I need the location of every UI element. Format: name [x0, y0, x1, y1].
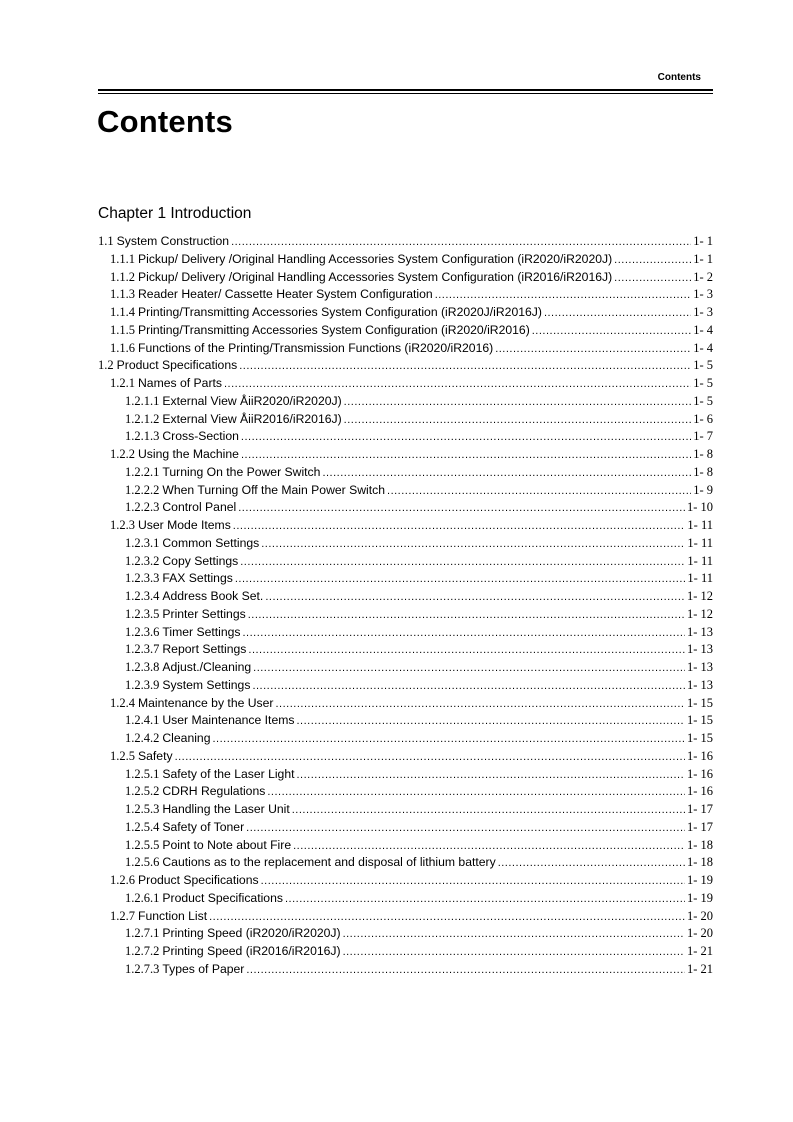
toc-entry-title: Using the Machine — [138, 447, 239, 461]
toc-entry-page: 1- 11 — [687, 535, 713, 550]
toc-entry[interactable] — [98, 499, 713, 517]
toc-dot-leader — [241, 429, 691, 447]
toc-entry-page: 1- 10 — [686, 500, 713, 515]
toc-entry-page: 1- 8 — [693, 464, 713, 479]
toc-entry[interactable] — [98, 357, 713, 375]
toc-entry-number: 1.2.3.9 — [125, 677, 160, 692]
toc-dot-leader — [233, 518, 686, 536]
toc-entry-title: Printer Settings — [162, 606, 246, 621]
toc-entry-title: Maintenance by the User — [138, 695, 274, 710]
toc-entry-number: 1.2.2 — [110, 447, 135, 461]
toc-entry[interactable] — [98, 553, 713, 571]
toc-entry-page: 1- 11 — [687, 571, 713, 586]
toc-entry-number: 1.2.1.1 — [125, 393, 160, 408]
toc-entry[interactable] — [98, 908, 713, 926]
toc-entry-number: 1.2.3.6 — [125, 624, 160, 639]
toc-dot-leader — [292, 802, 685, 820]
toc-entry[interactable] — [98, 730, 713, 748]
toc-entry-title: Types of Paper — [162, 961, 245, 976]
toc-entry[interactable] — [98, 712, 713, 730]
running-header: Contents — [657, 72, 701, 83]
toc-entry-number: 1.2.5.3 — [125, 802, 160, 816]
toc-entry-page: 1- 5 — [693, 376, 713, 390]
toc-entry-title: Point to Note about Fire — [162, 837, 292, 852]
toc-dot-leader — [343, 926, 685, 944]
toc-entry-page: 1- 21 — [686, 961, 713, 976]
toc-entry-title: External View ÅiiR2020/iR2020J) — [162, 393, 342, 408]
toc-dot-leader — [240, 554, 685, 572]
toc-entry-page: 1- 20 — [686, 908, 713, 923]
toc-entry-page: 1- 3 — [693, 305, 713, 319]
toc-entry-title: Common Settings — [162, 535, 260, 550]
toc-entry-number: 1.2.1 — [110, 376, 135, 390]
toc-dot-leader — [246, 820, 685, 838]
toc-dot-leader — [293, 838, 685, 856]
toc-dot-leader — [322, 465, 691, 483]
toc-entry[interactable] — [98, 748, 713, 766]
toc-entry-page: 1- 13 — [686, 660, 713, 674]
toc-entry-number: 1.1.5 — [110, 322, 135, 337]
toc-dot-leader — [261, 873, 685, 891]
toc-entry[interactable] — [98, 517, 713, 535]
toc-entry[interactable] — [98, 446, 713, 464]
toc-entry[interactable] — [98, 890, 713, 908]
toc-entry-number: 1.1.1 — [110, 251, 135, 266]
toc-dot-leader — [212, 731, 684, 749]
toc-entry-title: User Maintenance Items — [162, 713, 295, 728]
toc-entry-title: When Turning Off the Main Power Switch — [162, 482, 386, 497]
toc-entry-number: 1.2.5.6 — [125, 855, 160, 870]
toc-entry-number: 1.1.6 — [110, 340, 135, 355]
toc-entry-number: 1.2.4.1 — [125, 713, 160, 728]
toc-entry-number: 1.2.5 — [110, 748, 135, 763]
toc-entry-page: 1- 16 — [686, 748, 713, 763]
toc-entry-number: 1.1 — [98, 234, 114, 248]
toc-entry-page: 1- 13 — [686, 624, 713, 639]
toc-dot-leader — [253, 660, 685, 678]
toc-entry-number: 1.2.7 — [110, 908, 135, 923]
toc-entry[interactable] — [98, 393, 713, 411]
toc-entry[interactable] — [98, 322, 713, 340]
header-rule-thin — [98, 93, 713, 94]
toc-entry-title: Safety — [138, 748, 173, 763]
toc-entry-page: 1- 6 — [693, 411, 713, 426]
toc-entry[interactable] — [98, 766, 713, 784]
toc-entry-page: 1- 16 — [686, 766, 713, 781]
toc-entry-number: 1.1.2 — [110, 269, 135, 284]
toc-entry[interactable] — [98, 624, 713, 642]
toc-entry-page: 1- 5 — [693, 393, 713, 408]
toc-entry-number: 1.2.3.2 — [125, 553, 160, 568]
toc-entry-number: 1.2.5.5 — [125, 837, 160, 852]
toc-entry-title: Cross-Section — [162, 429, 239, 444]
toc-entry-page: 1- 4 — [693, 322, 713, 337]
toc-entry-number: 1.2.3.5 — [125, 606, 160, 621]
toc-entry-number: 1.2.2.1 — [125, 464, 160, 479]
toc-entry-title: Turning On the Power Switch — [162, 464, 321, 479]
toc-entry-title: Pickup/ Delivery /Original Handling Accessories System Configuration (iR2016/iR2016J) — [138, 269, 613, 284]
toc-entry-title: Copy Settings — [162, 553, 239, 568]
toc-entry-number: 1.2.1.3 — [125, 429, 160, 444]
toc-entry-title: External View ÅiiR2016/iR2016J) — [162, 411, 342, 426]
toc-entry[interactable] — [98, 411, 713, 429]
toc-entry-page: 1- 9 — [693, 482, 713, 497]
toc-entry-title: User Mode Items — [138, 518, 231, 532]
toc-entry-title: FAX Settings — [162, 571, 233, 586]
toc-dot-leader — [175, 749, 685, 767]
toc-entry-title: Product Specifications — [138, 873, 259, 887]
toc-entry-number: 1.2.7.2 — [125, 944, 160, 958]
toc-dot-leader — [285, 891, 685, 909]
toc-entry[interactable] — [98, 943, 713, 961]
toc-entry-title: Safety of Toner — [162, 819, 245, 834]
toc-entry-page: 1- 4 — [693, 340, 713, 355]
toc-entry-number: 1.2.3.4 — [125, 589, 160, 603]
toc-dot-leader — [231, 234, 691, 252]
toc-dot-leader — [544, 305, 691, 323]
toc-dot-leader — [532, 323, 691, 341]
toc-entry[interactable] — [98, 304, 713, 322]
toc-entry-title: Printing Speed (iR2016/iR2016J) — [162, 944, 341, 958]
toc-entry-number: 1.2 — [98, 358, 114, 373]
toc-entry[interactable] — [98, 482, 713, 500]
toc-entry-page: 1- 11 — [687, 553, 713, 568]
toc-entry-title: Adjust./Cleaning — [162, 660, 252, 674]
toc-entry[interactable] — [98, 286, 713, 304]
toc-entry-page: 1- 12 — [686, 606, 713, 621]
toc-entry[interactable] — [98, 783, 713, 801]
toc-entry-number: 1.2.3 — [110, 518, 135, 532]
toc-entry-page: 1- 11 — [687, 518, 713, 532]
toc-entry[interactable] — [98, 464, 713, 482]
toc-entry-number: 1.2.5.1 — [125, 766, 160, 781]
toc-entry-page: 1- 3 — [693, 287, 713, 302]
toc-entry-title: Safety of the Laser Light — [162, 766, 295, 781]
toc-entry-title: Printing Speed (iR2020/iR2020J) — [162, 926, 341, 941]
toc-entry-title: Function List — [138, 908, 208, 923]
toc-entry-title: Cautions as to the replacement and disposal of lithium battery — [162, 855, 496, 870]
toc-entry-number: 1.2.5.4 — [125, 819, 160, 834]
toc-entry-title: Handling the Laser Unit — [162, 802, 290, 816]
toc-dot-leader — [261, 536, 685, 554]
toc-dot-leader — [435, 287, 692, 305]
toc-entry-number: 1.2.2.3 — [125, 500, 160, 515]
toc-dot-leader — [498, 855, 685, 873]
toc-entry-title: Product Specifications — [116, 358, 238, 373]
table-of-contents — [98, 233, 713, 979]
toc-entry-title: Functions of the Printing/Transmission Functions (iR2020/iR2016) — [138, 340, 494, 355]
toc-dot-leader — [209, 909, 685, 927]
toc-entry-number: 1.2.2.2 — [125, 482, 160, 497]
toc-dot-leader — [267, 784, 685, 802]
toc-entry[interactable] — [98, 659, 713, 677]
toc-entry-page: 1- 17 — [686, 802, 713, 816]
toc-entry-title: Address Book Set. — [162, 589, 264, 603]
toc-dot-leader — [297, 767, 685, 785]
toc-entry[interactable] — [98, 251, 713, 269]
toc-entry-page: 1- 21 — [686, 944, 713, 958]
toc-entry-page: 1- 19 — [686, 873, 713, 887]
toc-dot-leader — [495, 341, 691, 359]
toc-entry-page: 1- 20 — [686, 926, 713, 941]
toc-entry[interactable] — [98, 428, 713, 446]
toc-entry-page: 1- 18 — [686, 837, 713, 852]
toc-entry-page: 1- 19 — [686, 890, 713, 905]
toc-entry-page: 1- 17 — [686, 819, 713, 834]
toc-entry[interactable] — [98, 570, 713, 588]
toc-entry-title: Cleaning — [162, 731, 211, 745]
toc-entry[interactable] — [98, 695, 713, 713]
toc-dot-leader — [344, 394, 692, 412]
toc-entry[interactable] — [98, 340, 713, 358]
chapter-heading: Chapter 1 Introduction — [98, 205, 252, 222]
toc-entry[interactable] — [98, 872, 713, 890]
toc-entry-title: Pickup/ Delivery /Original Handling Accessories System Configuration (iR2020/iR2020J) — [138, 251, 613, 266]
toc-entry-title: System Settings — [162, 677, 251, 692]
toc-entry-title: Printing/Transmitting Accessories System Configuration (iR2020J/iR2016J) — [138, 305, 542, 319]
toc-entry-number: 1.2.1.2 — [125, 411, 160, 426]
toc-entry-page: 1- 18 — [686, 855, 713, 870]
toc-entry-page: 1- 7 — [693, 429, 713, 444]
toc-dot-leader — [344, 412, 692, 430]
toc-dot-leader — [387, 483, 691, 501]
toc-entry-page: 1- 8 — [693, 447, 713, 461]
toc-dot-leader — [276, 696, 685, 714]
toc-entry-page: 1- 15 — [686, 713, 713, 728]
toc-dot-leader — [343, 944, 685, 962]
toc-entry[interactable] — [98, 375, 713, 393]
page-title: Contents — [97, 104, 233, 139]
toc-entry-page: 1- 16 — [686, 784, 713, 799]
toc-entry[interactable] — [98, 588, 713, 606]
toc-entry-number: 1.2.6.1 — [125, 890, 160, 905]
toc-dot-leader — [246, 962, 685, 980]
toc-dot-leader — [238, 500, 685, 518]
toc-entry-number: 1.1.4 — [110, 305, 135, 319]
toc-entry-page: 1- 1 — [693, 251, 713, 266]
toc-dot-leader — [296, 713, 684, 731]
toc-dot-leader — [243, 625, 685, 643]
toc-entry-title: CDRH Regulations — [162, 784, 266, 799]
toc-entry-number: 1.2.4.2 — [125, 731, 160, 745]
toc-dot-leader — [241, 447, 691, 465]
toc-entry-page: 1- 15 — [686, 731, 713, 745]
toc-entry[interactable] — [98, 233, 713, 251]
toc-dot-leader — [252, 678, 685, 696]
toc-entry-page: 1- 2 — [693, 269, 713, 284]
toc-entry-page: 1- 15 — [686, 695, 713, 710]
toc-entry-page: 1- 13 — [686, 642, 713, 657]
toc-entry-title: Timer Settings — [162, 624, 241, 639]
toc-dot-leader — [614, 252, 691, 270]
toc-entry[interactable] — [98, 961, 713, 979]
toc-entry-number: 1.2.3.7 — [125, 642, 160, 657]
toc-dot-leader — [248, 642, 685, 660]
toc-entry-page: 1- 5 — [693, 358, 713, 373]
toc-entry-number: 1.2.7.1 — [125, 926, 160, 941]
toc-entry[interactable] — [98, 819, 713, 837]
toc-entry-title: Names of Parts — [138, 376, 222, 390]
toc-entry-number: 1.2.3.3 — [125, 571, 160, 586]
toc-entry[interactable] — [98, 837, 713, 855]
toc-entry-number: 1.2.7.3 — [125, 961, 160, 976]
toc-dot-leader — [235, 571, 686, 589]
toc-entry-number: 1.2.6 — [110, 873, 135, 887]
header-rule-thick — [98, 89, 713, 91]
toc-entry-number: 1.2.3.8 — [125, 660, 160, 674]
toc-dot-leader — [265, 589, 685, 607]
toc-entry-number: 1.1.3 — [110, 287, 135, 302]
toc-entry[interactable] — [98, 925, 713, 943]
toc-entry-page: 1- 13 — [686, 677, 713, 692]
toc-entry-page: 1- 1 — [693, 234, 713, 248]
toc-entry-title: Product Specifications — [162, 890, 283, 905]
toc-dot-leader — [248, 607, 685, 625]
toc-entry-title: Report Settings — [162, 642, 247, 657]
toc-entry-title: System Construction — [116, 234, 230, 248]
toc-dot-leader — [239, 358, 691, 376]
toc-entry[interactable] — [98, 801, 713, 819]
toc-entry[interactable] — [98, 677, 713, 695]
toc-dot-leader — [614, 270, 691, 288]
toc-entry[interactable] — [98, 641, 713, 659]
toc-entry-title: Printing/Transmitting Accessories System Configuration (iR2020/iR2016) — [138, 322, 530, 337]
toc-entry-number: 1.2.3.1 — [125, 535, 160, 550]
toc-dot-leader — [224, 376, 691, 394]
toc-entry[interactable] — [98, 854, 713, 872]
toc-entry-title: Reader Heater/ Cassette Heater System Configuration — [138, 287, 433, 302]
toc-entry-number: 1.2.4 — [110, 695, 135, 710]
toc-entry-number: 1.2.5.2 — [125, 784, 160, 799]
toc-entry-page: 1- 12 — [686, 589, 713, 603]
toc-entry[interactable] — [98, 535, 713, 553]
toc-entry[interactable] — [98, 606, 713, 624]
toc-entry[interactable] — [98, 269, 713, 287]
toc-entry-title: Control Panel — [162, 500, 237, 515]
